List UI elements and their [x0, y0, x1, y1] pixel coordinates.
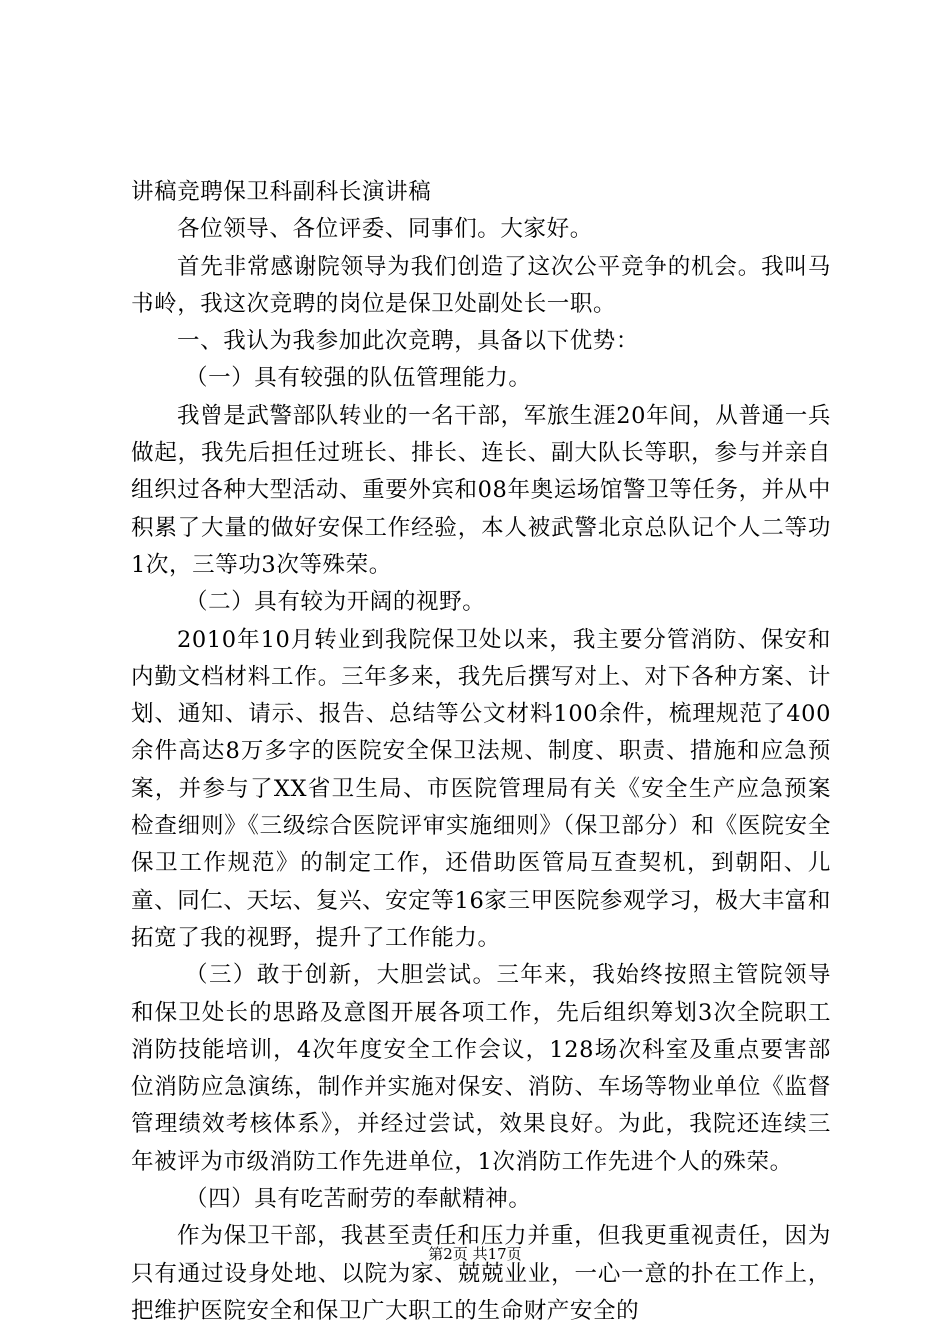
page-footer: 第2页 共17页 — [428, 1245, 522, 1263]
subheading-3-paragraph: （三）敢于创新，大胆尝试。三年来，我始终按照主管院领导和保卫处长的思路及意图开展各项工作，先后组织筹划3次全院职工消防技能培训，4次年度安全工作会议，128场次科室及重点要害部位消防应急演练，制作并实施对保安、消防、车场等物业单位《监督管理绩效考核体系》，并经过尝试，效果良好。为此，我院还连续三年被评为市级消防工作先进单位，1次消防工作先进个人的殊荣。 — [131, 962, 831, 1175]
document-body — [131, 174, 831, 1330]
body-paragraph: 作为保卫干部，我甚至责任和压力并重，但我更重视责任，因为只有通过设身处地、以院为家、兢兢业业，一心一意的扑在工作上，把维护医院安全和保卫广大职工的生命财产安全的 — [131, 1223, 831, 1324]
body-paragraph: 2010年10月转业到我院保卫处以来，我主要分管消防、保安和内勤文档材料工作。三年多来，我先后撰写对上、对下各种方案、计划、通知、请示、报告、总结等公文材料100余件，梳理规范了400余件高达8万多字的医院安全保卫法规、制度、职责、措施和应急预案，并参与了XX省卫生局、市医院管理局有关《安全生产应急预案检查细则》《三级综合医院评审实施细则》（保卫部分）和《医院安全保卫工作规范》的制定工作，还借助医管局互查契机，到朝阳、儿童、同仁、天坛、复兴、安定等16家三甲医院参观学习，极大丰富和拓宽了我的视野，提升了工作能力。 — [131, 626, 831, 951]
subheading-2: （二）具有较为开阔的视野。 — [185, 589, 486, 616]
body-paragraph: 我曾是武警部队转业的一名干部，军旅生涯20年间，从普通一兵做起，我先后担任过班长、排长、连长、副大队长等职，参与并亲自组织过各种大型活动、重要外宾和08年奥运场馆警卫等任务，并从中积累了大量的做好安保工作经验，本人被武警北京总队记个人二等功1次，三等功3次等殊荣。 — [131, 402, 831, 578]
intro-paragraph: 首先非常感谢院领导为我们创造了这次公平竞争的机会。我叫马书岭，我这次竞聘的岗位是保卫处副处长一职。 — [131, 253, 831, 317]
section-heading: 一、我认为我参加此次竞聘，具备以下优势： — [177, 328, 640, 355]
greeting-paragraph: 各位领导、各位评委、同事们。大家好。 — [177, 216, 593, 243]
subheading-4: （四）具有吃苦耐劳的奉献精神。 — [185, 1186, 532, 1213]
subheading-1: （一）具有较强的队伍管理能力。 — [185, 365, 532, 392]
document-title: 讲稿竞聘保卫科副科长演讲稿 — [131, 179, 432, 205]
